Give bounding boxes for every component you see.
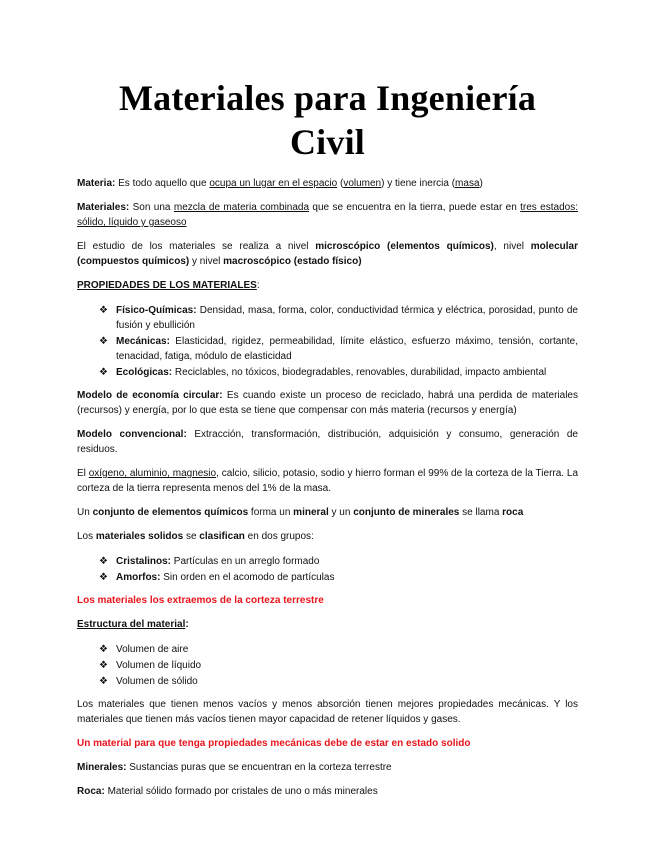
solidos-text-2: se xyxy=(183,531,200,542)
materia-text-4: ) xyxy=(479,178,483,189)
materiales-term: Materiales: xyxy=(77,202,130,213)
estructura-heading-colon: : xyxy=(185,619,189,630)
solidos-text-1: Los xyxy=(77,531,96,542)
propiedades-heading-colon: : xyxy=(256,280,260,291)
solidos-text-3: en dos grupos: xyxy=(244,531,314,542)
list-item-text: Elasticidad, rigidez, permeabilidad, límite elástico, esfuerzo máximo, tensión, cortante, tenacidad, fatiga, módulo de elasticidad xyxy=(116,336,578,362)
materiales-text-2: que se encuentra en la tierra, puede estar en xyxy=(309,202,521,213)
materia-text-3: ) y tiene inercia ( xyxy=(381,178,456,189)
materiales-definition xyxy=(77,200,578,230)
conjunto-bold-2: mineral xyxy=(293,507,329,518)
list-item-text: Reciclables, no tóxicos, biodegradables, renovables, durabilidad, impacto ambiental xyxy=(172,367,547,378)
minerales-term: Minerales: xyxy=(77,762,127,773)
list-item xyxy=(99,554,578,569)
conjunto-text-2: forma un xyxy=(248,507,294,518)
materiales-underline-1: mezcla de materia combinada xyxy=(173,202,310,213)
list-item-text: Densidad, masa, forma, color, conductividad térmica y eléctrica, porosidad, punto de fusión y ebullición xyxy=(116,305,578,331)
propiedades-list xyxy=(77,303,578,380)
diamond-bullet-icon: ❖ xyxy=(99,367,108,378)
list-item xyxy=(99,365,578,380)
estructura-heading xyxy=(77,617,578,632)
diamond-bullet-icon: ❖ xyxy=(99,336,108,347)
convencional-text: Extracción, transformación, distribución, adquisición y consumo, generación de residuos. xyxy=(77,429,578,455)
roca-definition xyxy=(77,784,578,799)
list-item xyxy=(99,642,578,657)
diamond-bullet-icon: ❖ xyxy=(99,644,108,655)
propiedades-heading xyxy=(77,278,578,293)
estudio-text-1: El estudio de los materiales se realiza a nivel xyxy=(77,241,316,252)
materiales-text-1: Son una xyxy=(129,202,174,213)
estudio-paragraph xyxy=(77,239,578,269)
list-item xyxy=(99,658,578,673)
conjunto-bold-1: conjunto de elementos químicos xyxy=(92,507,249,518)
minerales-definition xyxy=(77,760,578,775)
circular-text: Es cuando existe un proceso de reciclado, habrá una perdida de materiales (recursos) y energía, por lo que esta se tiene que compensar con más materia (recursos y energía) xyxy=(77,390,578,416)
list-item-label: Físico-Químicas: xyxy=(116,305,197,316)
roca-term: Roca: xyxy=(77,786,105,797)
solidos-bold-1: materiales solidos xyxy=(95,531,184,542)
page-title: Materiales para Ingeniería Civil xyxy=(118,78,537,162)
diamond-bullet-icon: ❖ xyxy=(99,305,108,316)
materia-underline-3: masa xyxy=(455,178,480,189)
conjunto-bold-3: conjunto de minerales xyxy=(353,507,460,518)
list-item-text: Volumen de líquido xyxy=(116,660,202,671)
solidos-bold-2: clasifican xyxy=(199,531,245,542)
estudio-bold-3: macroscópico (estado físico) xyxy=(223,256,362,267)
convencional-definition xyxy=(77,427,578,457)
corteza-text-1: El xyxy=(77,468,89,479)
highlight-note-solid-state: Un material para que tenga propiedades mecánicas debe de estar en estado solido xyxy=(77,738,471,749)
list-item xyxy=(99,570,578,585)
diamond-bullet-icon: ❖ xyxy=(99,556,108,567)
diamond-bullet-icon: ❖ xyxy=(99,676,108,687)
convencional-term: Modelo convencional: xyxy=(77,429,187,440)
list-item-label: Amorfos: xyxy=(116,572,161,583)
list-item-text: Volumen de sólido xyxy=(116,676,198,687)
list-item xyxy=(99,303,578,333)
estudio-text-2: , nivel xyxy=(493,241,531,252)
minerales-text: Sustancias puras que se encuentran en la corteza terrestre xyxy=(126,762,392,773)
materia-text-2: ( xyxy=(337,178,344,189)
conjunto-text-4: se llama xyxy=(459,507,503,518)
list-item-label: Mecánicas: xyxy=(116,336,170,347)
list-item-label: Ecológicas: xyxy=(116,367,173,378)
conjunto-paragraph xyxy=(77,505,578,520)
materia-text-1: Es todo aquello que xyxy=(115,178,210,189)
solidos-paragraph xyxy=(77,529,578,544)
corteza-underline-1: oxígeno, aluminio, magnesio xyxy=(88,468,217,479)
vacios-paragraph: Los materiales que tienen menos vacíos y menos absorción tienen mejores propiedades mecánicas. Y los materiales que tienen más vacíos tienen mayor capacidad de retener líquidos y gases. xyxy=(77,699,578,725)
materia-underline-1: ocupa un lugar en el espacio xyxy=(209,178,338,189)
list-item-text: Sin orden en el acomodo de partículas xyxy=(160,572,335,583)
diamond-bullet-icon: ❖ xyxy=(99,572,108,583)
list-item-text: Volumen de aire xyxy=(116,644,189,655)
propiedades-heading-text: PROPIEDADES DE LOS MATERIALES xyxy=(77,280,257,291)
estructura-heading-text: Estructura del material xyxy=(77,619,186,630)
highlight-note-extraction: Los materiales los extraemos de la corteza terrestre xyxy=(77,595,324,606)
list-item xyxy=(99,334,578,364)
materiales-underline-2: tres estados: sólido, líquido y gaseoso xyxy=(77,202,578,228)
materia-term: Materia: xyxy=(77,178,116,189)
circular-term: Modelo de economía circular: xyxy=(77,390,223,401)
materia-definition xyxy=(77,176,578,191)
roca-text: Material sólido formado por cristales de uno o más minerales xyxy=(104,786,378,797)
list-item-label: Cristalinos: xyxy=(116,556,172,567)
grupos-list xyxy=(77,554,578,585)
list-item-text: Partículas en un arreglo formado xyxy=(171,556,320,567)
estudio-bold-1: microscópico (elementos químicos) xyxy=(315,241,494,252)
conjunto-text-3: y un xyxy=(328,507,354,518)
conjunto-bold-4: roca xyxy=(502,507,524,518)
circular-definition xyxy=(77,388,578,418)
diamond-bullet-icon: ❖ xyxy=(99,660,108,671)
list-item xyxy=(99,674,578,689)
estudio-bold-2: molecular (compuestos químicos) xyxy=(77,241,578,267)
conjunto-text-1: Un xyxy=(77,507,93,518)
estudio-text-3: y nivel xyxy=(189,256,224,267)
corteza-paragraph xyxy=(77,466,578,496)
corteza-text-2: , calcio, silicio, potasio, sodio y hierro forman el 99% de la corteza de la Tierra. La corteza de la tierra representa menos del 1% de la masa. xyxy=(77,468,579,494)
estructura-list xyxy=(77,642,578,689)
materia-underline-2: volumen xyxy=(343,178,382,189)
